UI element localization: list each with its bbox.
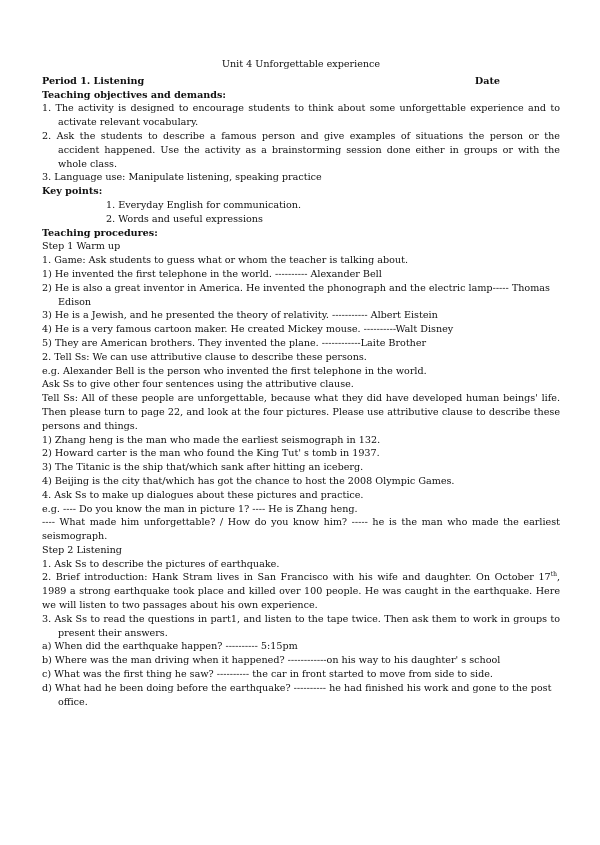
- example-sentence: e.g. Alexander Bell is the person who invented the first telephone in the world.: [42, 365, 427, 377]
- question-item: b) Where was the man driving when it happened? ------------on his way to his daughter' s school: [42, 655, 501, 667]
- period-row: [42, 75, 560, 89]
- game-intro: 1. Game: Ask students to guess what or whom the teacher is talking about.: [42, 255, 408, 267]
- picture-sentence: 4) Beijing is the city that/which has got the chance to host the 2008 Olympic Games.: [42, 475, 455, 487]
- objective-item: 2. Ask the students to describe a famous person and give examples of situations the person or the accident happened. Use the activity as a brainstorming session done either in groups or with the whole class.: [42, 130, 560, 170]
- page-title: Unit 4 Unforgettable experience: [221, 59, 381, 70]
- dialogue-example: e.g. ---- Do you know the man in picture 1? ---- He is Zhang heng.: [42, 503, 358, 515]
- date-ordinal-suffix: th: [550, 571, 557, 579]
- picture-sentence: 3) The Titanic is the ship that/which sank after hitting an iceberg.: [42, 462, 364, 474]
- question-item: c) What was the first thing he saw? ---------- the car in front started to move from side to side.: [42, 669, 493, 681]
- objective-item: 1. The activity is designed to encourage students to think about some unforgettable experience and to activate relevant vocabulary.: [42, 103, 560, 129]
- listen-intro-text-b: , 1989 a strong earthquake took place and killed over 100 people. He was caught in the earthquake. Here we will listen to two passages about his own experience.: [42, 572, 560, 612]
- key-points-heading: Key points:: [42, 186, 103, 198]
- key-point-item: 1. Everyday English for communication.: [106, 199, 302, 211]
- question-item: a) When did the earthquake happen? ---------- 5:15pm: [42, 641, 298, 653]
- dialogue-intro: 4. Ask Ss to make up dialogues about these pictures and practice.: [42, 489, 364, 501]
- game-item: 4) He is a very famous cartoon maker. He created Mickey mouse. ----------Walt Disney: [42, 324, 454, 336]
- objective-item: 3. Language use: Manipulate listening, speaking practice: [42, 172, 322, 184]
- key-point-item: 2. Words and useful expressions: [106, 213, 263, 225]
- game-item: 1) He invented the first telephone in the world. ---------- Alexander Bell: [42, 268, 382, 280]
- question-item: d) What had he been doing before the earthquake? ---------- he had finished his work and gone to the post office.: [42, 682, 552, 708]
- tell-ss: 2. Tell Ss: We can use attributive clause to describe these persons.: [42, 351, 367, 363]
- step2-heading: Step 2 Listening: [42, 544, 122, 556]
- dialogue-more: ---- What made him unforgettable? / How do you know him? ----- he is the man who made the earliest seismograph.: [42, 517, 560, 543]
- game-item: 5) They are American brothers. They invented the plane. ------------Laite Brother: [42, 337, 427, 349]
- date-label: Date: [474, 75, 500, 87]
- procedures-heading: Teaching procedures:: [42, 227, 158, 239]
- picture-sentence: 2) Howard carter is the man who found the King Tut' s tomb in 1937.: [42, 448, 380, 460]
- objectives-heading: Teaching objectives and demands:: [42, 89, 226, 101]
- listen-item: 3. Ask Ss to read the questions in part1, and listen to the tape twice. Then ask them to work in groups to present their answers.: [42, 613, 560, 639]
- step1-heading: Step 1 Warm up: [42, 241, 121, 253]
- listen-intro-text-a: 2. Brief introduction: Hank Stram lives in San Francisco with his wife and daughter. On October 17: [42, 572, 551, 584]
- game-item: 2) He is also a great inventor in America. He invented the phonograph and the electric lamp----- Thomas Edison: [42, 282, 550, 308]
- ask-ss-sentences: Ask Ss to give other four sentences using the attributive clause.: [42, 379, 354, 391]
- picture-sentence: 1) Zhang heng is the man who made the earliest seismograph in 132.: [42, 434, 381, 446]
- listen-item: 1. Ask Ss to describe the pictures of earthquake.: [42, 558, 280, 570]
- listen-intro-paragraph: [42, 571, 560, 612]
- period-label: Period 1. Listening: [42, 75, 145, 87]
- tell-ss-pictures: Tell Ss: All of these people are unforgettable, because what they did have developed human beings' life. Then please turn to page 22, and look at the four pictures. Please use attributive clause to describe these persons and things.: [42, 393, 560, 432]
- game-item: 3) He is a Jewish, and he presented the theory of relativity. ----------- Albert Eistein: [42, 310, 438, 322]
